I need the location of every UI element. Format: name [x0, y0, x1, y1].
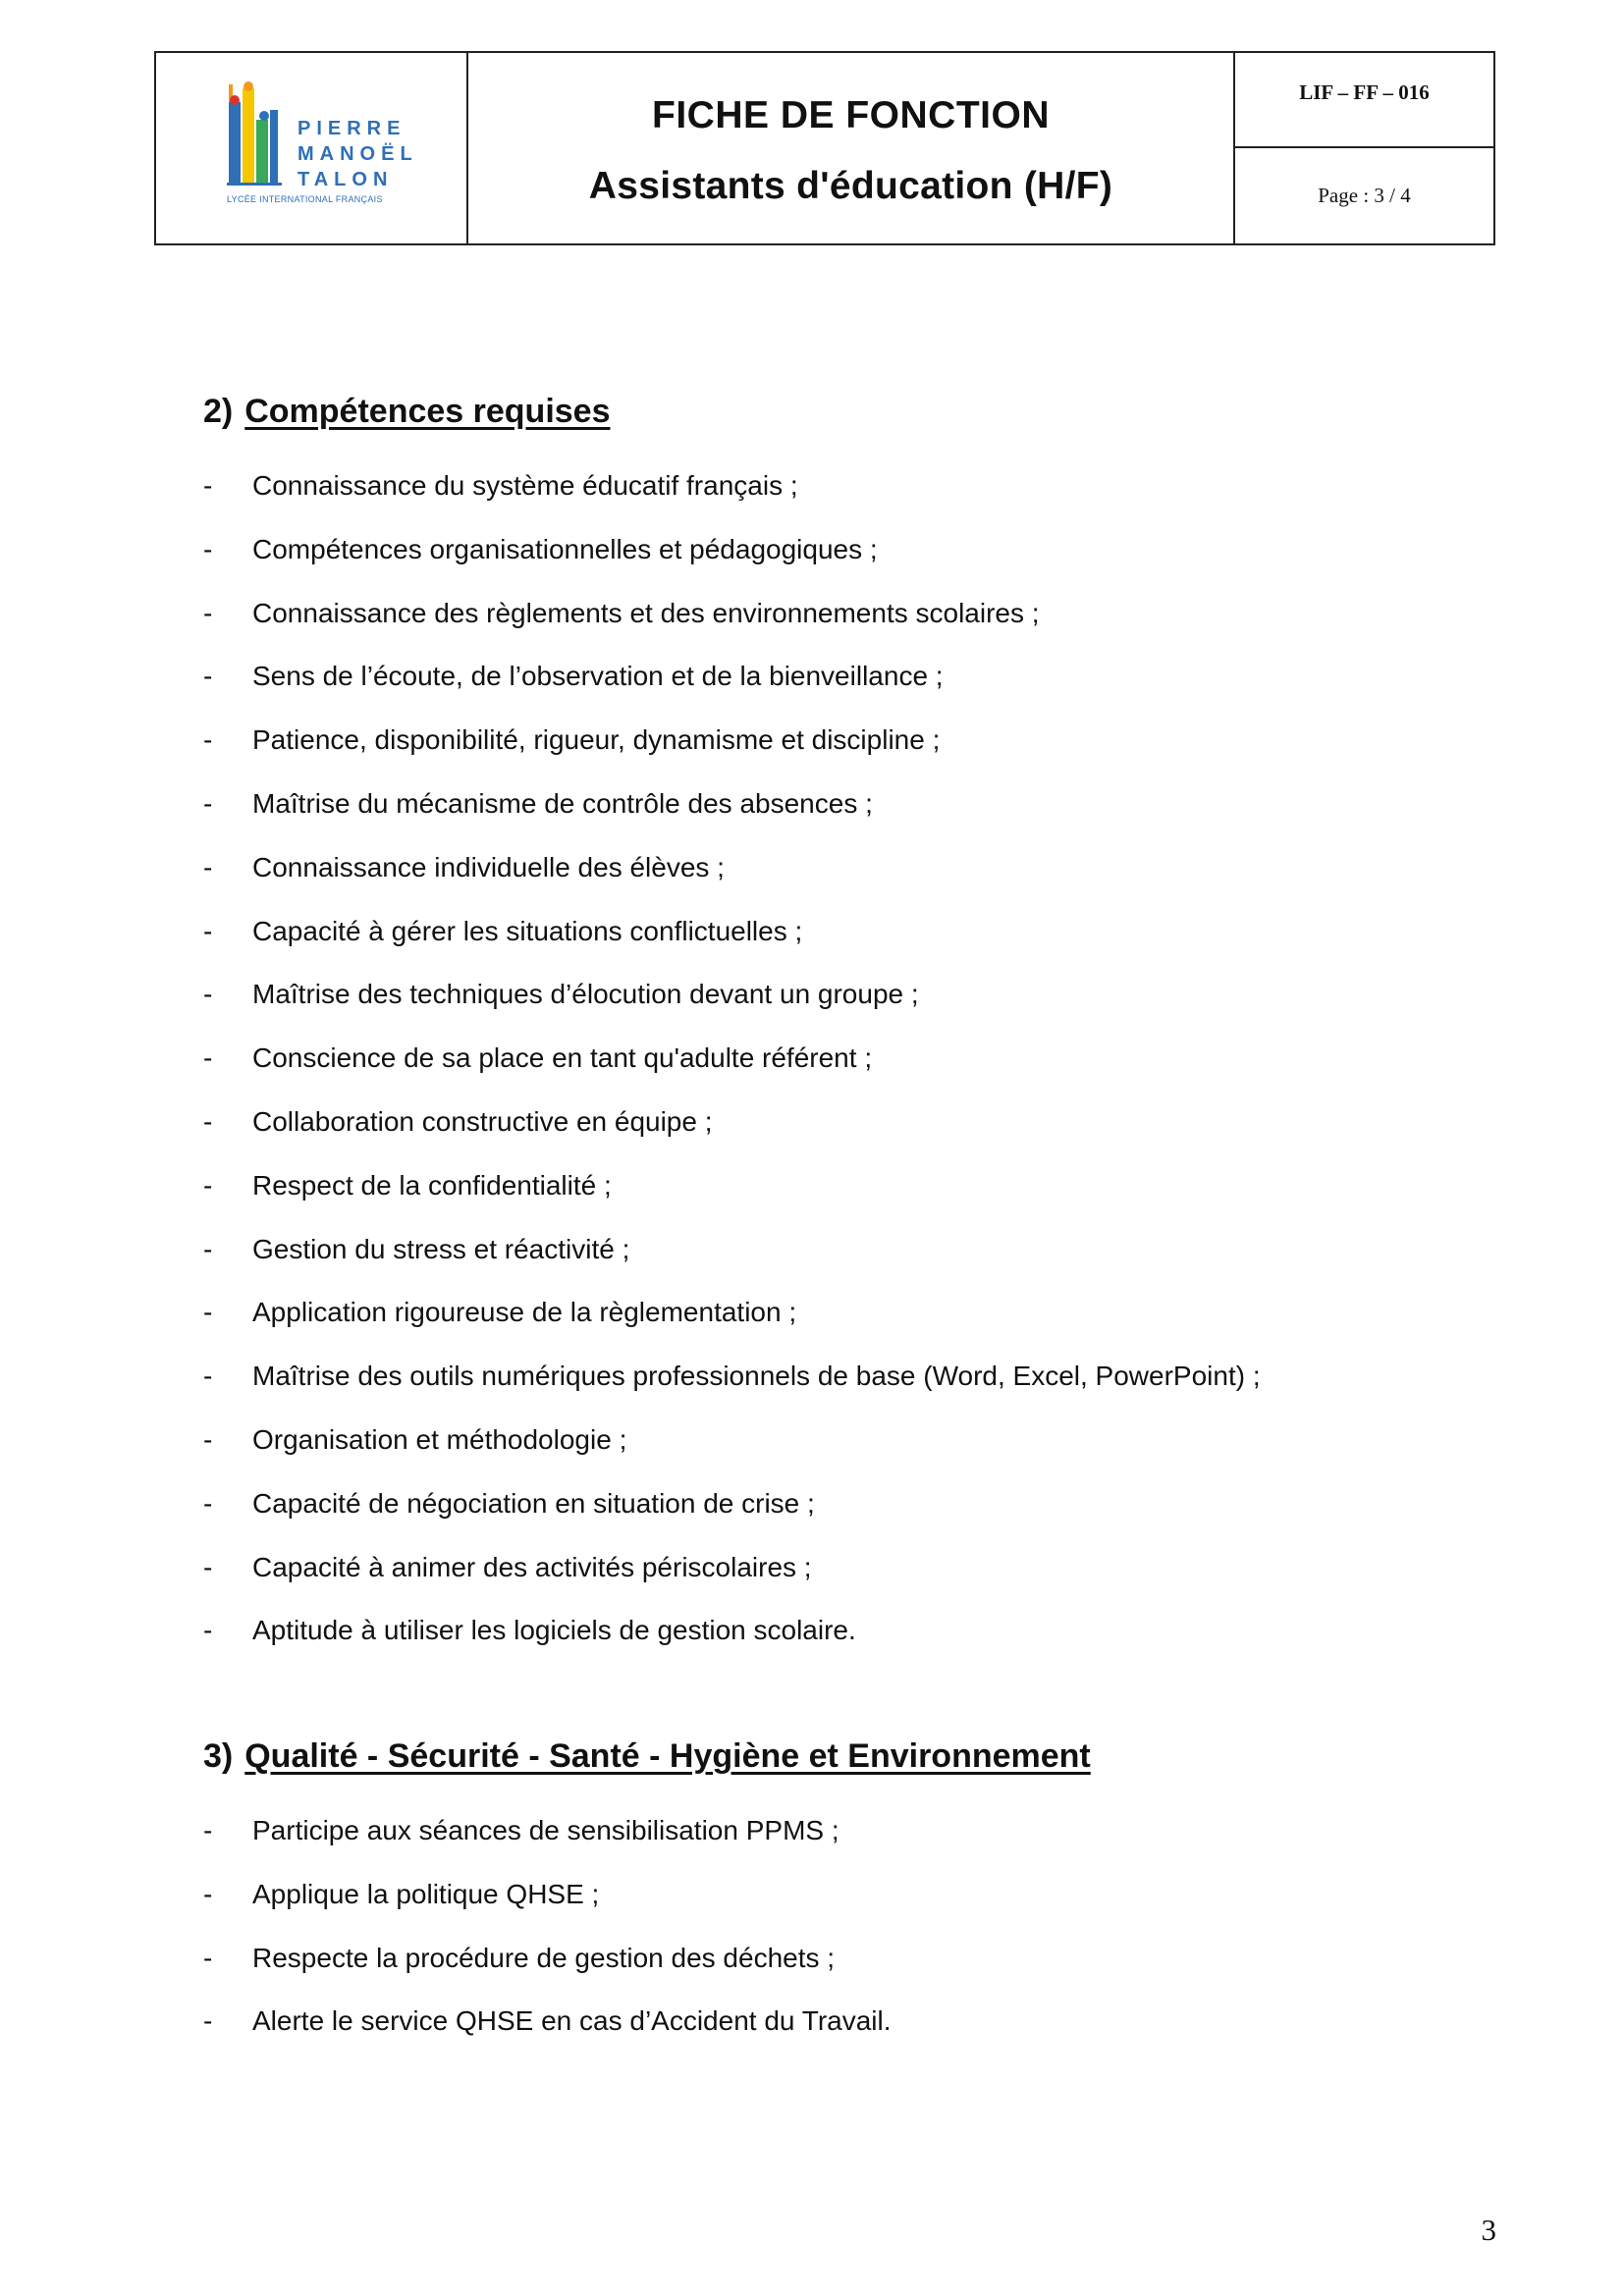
logo-words: [298, 116, 418, 192]
bullet-dash: -: [203, 2005, 213, 2037]
list-item-text: Application rigoureuse de la règlementation ;: [252, 1297, 797, 1328]
list-item-text: Capacité à gérer les situations conflictuelles ;: [252, 915, 803, 946]
bullet-dash: -: [203, 661, 213, 692]
bullet-dash: -: [203, 724, 213, 756]
bullet-dash: -: [203, 597, 213, 628]
document-subtitle: Assistants d'éducation (H/F): [588, 165, 1113, 207]
bullet-dash: -: [203, 1942, 213, 1973]
list-item-text: Connaissance du système éducatif français ;: [252, 470, 798, 501]
list-item-text: Capacité à animer des activités périscolaires ;: [252, 1551, 812, 1582]
list-item-text: Maîtrise des techniques d’élocution devant un groupe ;: [252, 979, 919, 1010]
list-item-text: Organisation et méthodologie ;: [252, 1423, 627, 1455]
bullet-dash: -: [203, 1551, 213, 1582]
bullet-dash: -: [203, 533, 213, 564]
list-item-text: Compétences organisationnelles et pédagogiques ;: [252, 533, 878, 564]
section-number: 3): [203, 1737, 234, 1775]
bullet-dash: -: [203, 915, 213, 946]
list-item-text: Patience, disponibilité, rigueur, dynamisme et discipline ;: [252, 724, 941, 756]
list-item-text: Respect de la confidentialité ;: [252, 1169, 612, 1201]
bullet-dash: -: [203, 1361, 213, 1392]
bullet-dash: -: [203, 1042, 213, 1074]
school-logo: [227, 80, 423, 218]
logo-cell: [156, 53, 468, 243]
document-title: FICHE DE FONCTION: [652, 94, 1050, 136]
document-reference: LIF – FF – 016: [1235, 53, 1493, 148]
list-item-text: Respecte la procédure de gestion des déchets ;: [252, 1942, 836, 1973]
bullet-dash: -: [203, 1297, 213, 1328]
bullet-dash: -: [203, 1615, 213, 1646]
bullet-dash: -: [203, 1105, 213, 1137]
list-item-text: Sens de l’écoute, de l’observation et de la bienveillance ;: [252, 661, 944, 692]
list-item-text: Connaissance des règlements et des environnements scolaires ;: [252, 597, 1040, 628]
section-heading: Qualité - Sécurité - Santé - Hygiène et Environnement: [244, 1737, 1091, 1775]
section-title-competences: [203, 393, 611, 431]
section-title-qhse: [203, 1737, 1091, 1776]
logo-word-3: TALON: [298, 169, 394, 190]
list-item-text: Maîtrise du mécanisme de contrôle des absences ;: [252, 787, 873, 819]
bullet-dash: -: [203, 851, 213, 882]
bullet-dash: -: [203, 787, 213, 819]
list-item-text: Gestion du stress et réactivité ;: [252, 1233, 630, 1264]
title-cell: [468, 53, 1235, 243]
bullet-dash: -: [203, 1423, 213, 1455]
bullet-dash: -: [203, 1815, 213, 1845]
bullet-dash: -: [203, 1169, 213, 1201]
logo-subtitle: LYCÉE INTERNATIONAL FRANÇAIS: [227, 194, 383, 204]
list-item-text: Connaissance individuelle des élèves ;: [252, 851, 725, 882]
page-number: 3: [1481, 2213, 1496, 2247]
list-item-text: Capacité de négociation en situation de crise ;: [252, 1487, 815, 1519]
bullet-dash: -: [203, 470, 213, 501]
section-number: 2): [203, 393, 234, 430]
logo-word-1: PIERRE: [298, 118, 406, 139]
section-heading: Compétences requises: [244, 393, 611, 430]
header-table: [154, 51, 1495, 245]
list-item-text: Conscience de sa place en tant qu'adulte référent ;: [252, 1042, 873, 1074]
list-item-text: Maîtrise des outils numériques professionnels de base (Word, Excel, PowerPoint) ;: [252, 1361, 1261, 1392]
logo-bars-icon: [227, 80, 296, 188]
bullet-dash: -: [203, 1878, 213, 1909]
list-item-text: Aptitude à utiliser les logiciels de gestion scolaire.: [252, 1615, 856, 1646]
page-indicator: Page : 3 / 4: [1318, 184, 1411, 207]
logo-word-2: MANOËL: [298, 143, 418, 165]
bullet-dash: -: [203, 1233, 213, 1264]
list-item-text: Collaboration constructive en équipe ;: [252, 1105, 713, 1137]
list-item-text: Participe aux séances de sensibilisation PPMS ;: [252, 1815, 839, 1845]
meta-cell: [1235, 53, 1493, 243]
list-item-text: Alerte le service QHSE en cas d’Accident du Travail.: [252, 2005, 892, 2037]
bullet-dash: -: [203, 1487, 213, 1519]
list-item-text: Applique la politique QHSE ;: [252, 1878, 600, 1909]
bullet-dash: -: [203, 979, 213, 1010]
